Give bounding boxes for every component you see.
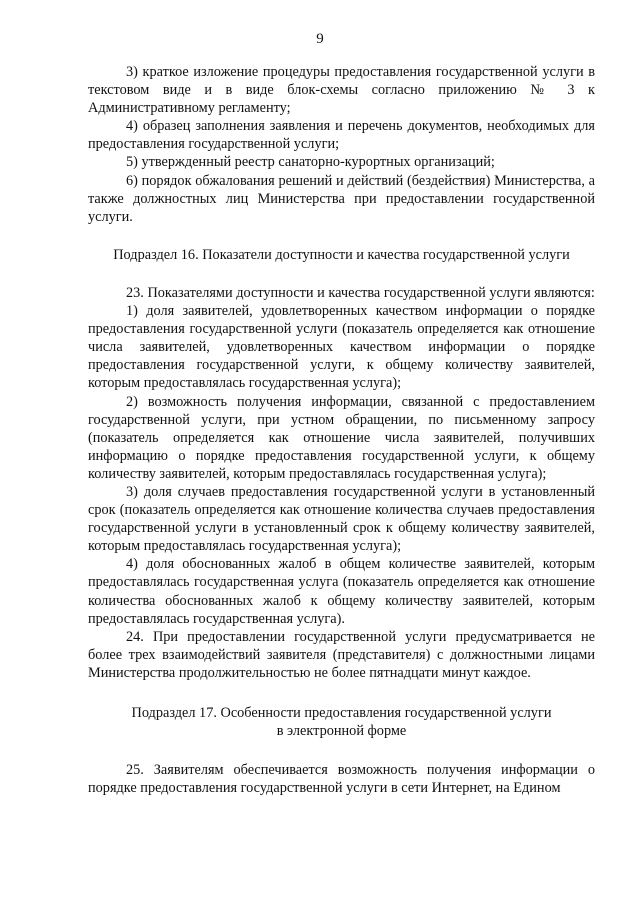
paragraph: 6) порядок обжалования решений и действий (бездействия) Министерства, а также должностных лиц Министерства при предоставлении государственной услуги. (88, 172, 595, 225)
paragraph: 4) образец заполнения заявления и перечень документов, необходимых для предоставления государственной услуги; (88, 118, 595, 153)
spacer (88, 226, 595, 246)
section-heading-16: Подраздел 16. Показатели доступности и качества государственной услуги (113, 246, 570, 263)
paragraph: 2) возможность получения информации, связанной с предоставлением государственной услуги, при устном обращении, по письменному запросу (показатель определяется как отношение числа заявителей, получивших информацию о порядке предоставления государственной услуги, к общему количеству заявителей, которым предоставлялась государственная услуга); (88, 393, 595, 482)
paragraph: 4) доля обоснованных жалоб в общем количестве заявителей, которым предоставлялась государственная услуга (показатель определяется как отношение количества обоснованных жалоб к общему количеству заявителей, которым предоставлялась государственная услуга). (88, 556, 595, 627)
section-heading-17-line1: Подраздел 17. Особенности предоставления государственной услуги (131, 705, 552, 721)
paragraph: 3) краткое изложение процедуры предоставления государственной услуги в текстовом виде и в виде блок-схемы согласно приложению № 3 к Административному регламенту; (88, 64, 595, 117)
page-body (88, 63, 595, 797)
spacer (88, 264, 595, 284)
paragraph: 1) доля заявителей, удовлетворенных качеством информации о порядке предоставления государственной услуги (показатель определяется как отношение числа заявителей, удовлетворенных качеством информации о порядке предоставления государственной услуги, к общему количеству заявителей, которым предоставлялась государственная услуга); (88, 303, 595, 392)
paragraph: 5) утвержденный реестр санаторно-курортных организаций; (126, 154, 495, 171)
paragraph: 3) доля случаев предоставления государственной услуги в установленный срок (показатель определяется как отношение количества случаев предоставления государственной услуги в установленный срок к общему количеству заявителей, которым предоставлялась государственная услуга); (88, 483, 595, 555)
paragraph: 24. При предоставлении государственной услуги предусматривается не более трех взаимодействий заявителя (представителя) с должностными лицами Министерства продолжительностью не более пятнадцати минут каждое. (88, 628, 595, 681)
paragraph: 25. Заявителям обеспечивается возможность получения информации о порядке предоставления государственной услуги в сети Интернет, на Едином (88, 762, 595, 797)
spacer (88, 740, 595, 761)
section-heading-17-line2: в электронной форме (276, 723, 407, 740)
spacer (88, 682, 595, 704)
paragraph: 23. Показателями доступности и качества государственной услуги являются: (126, 284, 595, 301)
page-number: 9 (316, 31, 324, 47)
section-heading-17 (88, 704, 595, 740)
